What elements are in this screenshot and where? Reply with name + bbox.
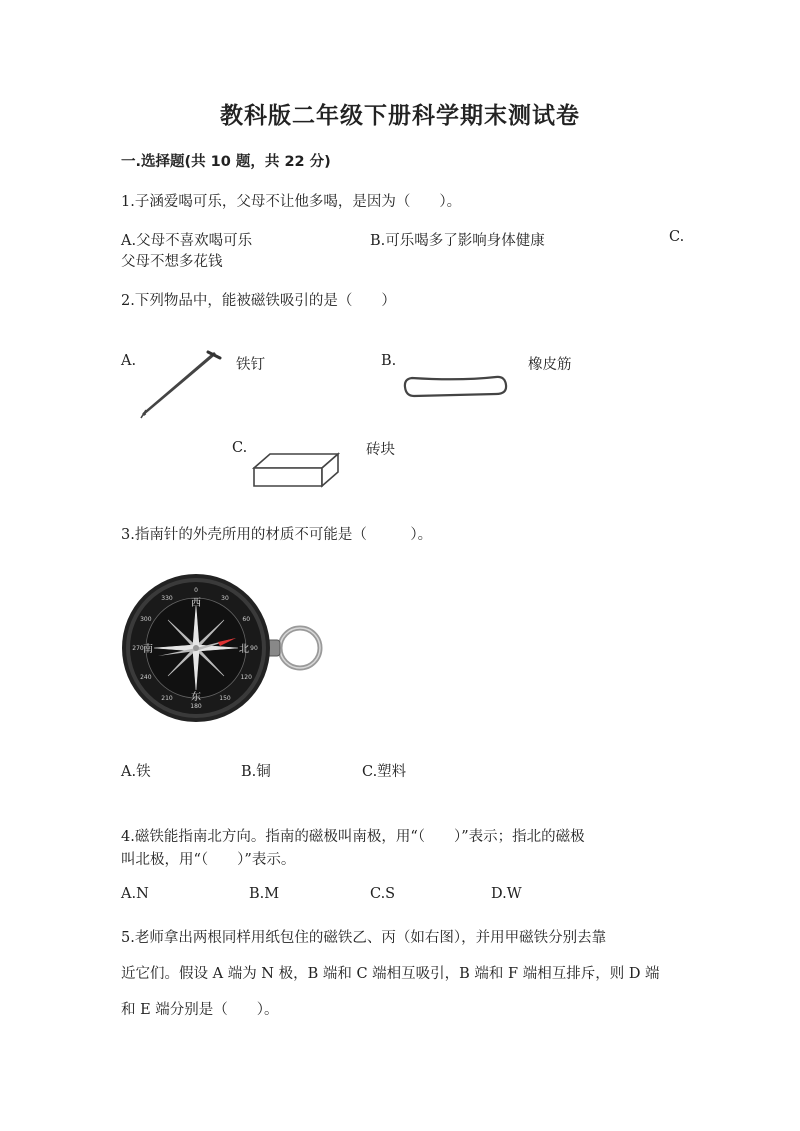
q2-option-b-label: 橡皮筋 [528,357,572,373]
compass-north-label: 北 [239,644,249,655]
q1-option-a: A.父母不喜欢喝可乐 [121,233,253,249]
q4-option-d: D.W [491,886,522,902]
compass-degree-label: 330 [161,594,173,602]
compass-degree-label: 120 [240,674,252,681]
compass-degree-label: 180 [190,703,202,710]
compass-degree-label: 60 [242,616,251,623]
compass-west-label: 西 [191,598,201,609]
q3-option-a: A.铁 [121,764,151,780]
compass-east-label: 东 [191,692,201,703]
compass-degree-label: 210 [161,695,173,703]
q5-stem-line3: 和 E 端分别是（ ）。 [121,1002,279,1018]
compass-degree-label: 0 [194,587,198,594]
q5-stem-line1: 5.老师拿出两根同样用纸包住的磁铁乙、丙（如右图），并用甲磁铁分别去靠 [121,930,607,946]
compass-degree-label: 150 [219,695,231,703]
q4-option-b: B.M [249,886,280,902]
q1-option-c-text: 父母不想多花钱 [121,254,223,270]
iron-nail-image [138,348,226,420]
rubber-band-image [400,372,512,402]
compass-image [118,572,328,732]
q5-stem-line2: 近它们。假设 A 端为 N 极，B 端和 C 端相互吸引，B 端和 F 端相互排斥，则 D 端 [121,966,660,982]
q4-option-a: A.N [121,886,149,902]
compass-degree-label: 300 [140,616,152,623]
q2-option-b-letter: B. [381,353,397,369]
compass-south-label: 南 [143,644,153,655]
q2-option-a-letter: A. [121,353,137,369]
q4-option-c: C.S [370,886,396,902]
compass-degree-label: 270 [132,645,144,652]
q4-stem-line1: 4.磁铁能指南北方向。指南的磁极叫南极，用“（ ）”表示；指北的磁极 [121,829,585,845]
compass-degree-label: 30 [221,594,229,602]
section-heading: 一.选择题(共 10 题，共 22 分) [121,154,331,170]
q3-option-b: B.铜 [241,764,271,780]
brick-image [250,448,346,492]
q3-stem: 3.指南针的外壳所用的材质不可能是（ ）。 [121,527,433,543]
compass-degree-label: 90 [250,645,258,652]
q2-option-c-label: 砖块 [366,442,395,458]
q3-option-c: C.塑料 [362,764,407,780]
q2-option-c-letter: C. [232,440,248,456]
q1-option-b: B.可乐喝多了影响身体健康 [370,233,545,249]
q2-option-a-label: 铁钉 [236,357,265,373]
q4-stem-line2: 叫北极，用“（ ）”表示。 [121,852,296,868]
page-title: 教科版二年级下册科学期末测试卷 [220,103,580,129]
q1-stem: 1.子涵爱喝可乐，父母不让他多喝，是因为（ ）。 [121,194,462,210]
q2-stem: 2.下列物品中，能被磁铁吸引的是（ ） [121,293,396,309]
compass-degree-label: 240 [140,674,152,681]
q1-option-c: C. [669,229,685,245]
